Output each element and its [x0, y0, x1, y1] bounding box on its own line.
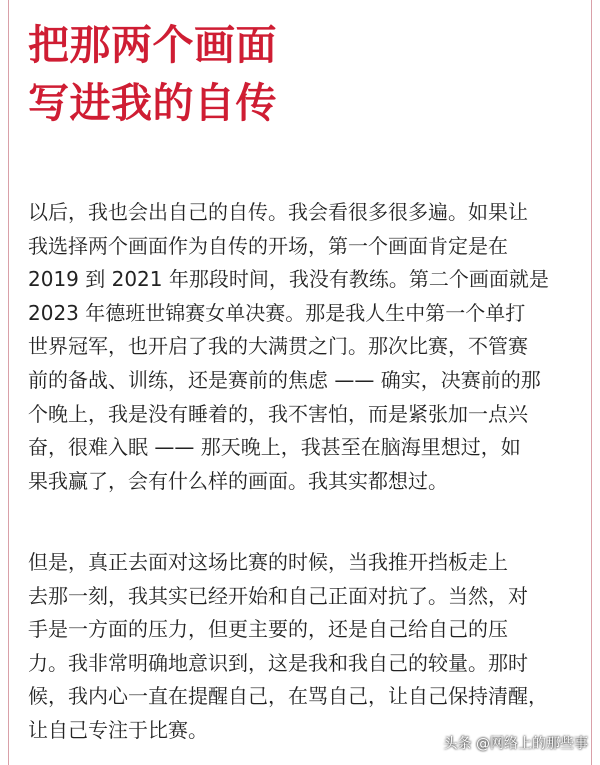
title-line: 写进我的自传: [28, 79, 277, 127]
text-line: 以后，我也会出自己的自传。我会看很多很多遍。如果让: [28, 200, 528, 224]
text-line: 候，我内心一直在提醒自己，在骂自己，让自己保持清醒，: [28, 684, 548, 709]
text-line: 奋，很难入眠 —— 那天晚上，我甚至在脑海里想过，如: [28, 435, 521, 460]
paragraph-2: [28, 546, 548, 748]
text-line: 去那一刻，我其实已经开始和自己正面对抗了。当然，对: [28, 583, 528, 608]
text-line: 手是一方面的压力，但更主要的，还是自己给自己的压: [28, 617, 508, 642]
text-line: 前的备战、训练，还是赛前的焦虑 —— 确实，决赛前的那: [28, 367, 541, 392]
paragraph-1: [28, 196, 549, 498]
article-title: [28, 16, 277, 132]
text-line: 但是，真正去面对这场比赛的时候，当我推开挡板走上: [28, 550, 508, 574]
text-line: 2023 年德班世锦赛女单决赛。那是我人生中第一个单打: [28, 300, 526, 325]
text-line: 世界冠军，也开启了我的大满贯之门。那次比赛，不管赛: [28, 334, 528, 359]
watermark: 头条 @网络上的那些事: [443, 736, 588, 752]
text-line: 2019 到 2021 年那段时间，我没有教练。第二个画面就是: [28, 267, 549, 292]
text-line: 力。我非常明确地意识到，这是我和我自己的较量。那时: [28, 650, 528, 675]
text-line: 个晚上，我是没有睡着的，我不害怕，而是紧张加一点兴: [28, 401, 528, 426]
text-line: 果我赢了，会有什么样的画面。我其实都想过。: [28, 468, 448, 493]
title-line: 把那两个画面: [28, 21, 277, 69]
text-line: 我选择两个画面作为自传的开场，第一个画面肯定是在: [28, 233, 508, 258]
text-line: 让自己专注于比赛。: [28, 717, 208, 742]
